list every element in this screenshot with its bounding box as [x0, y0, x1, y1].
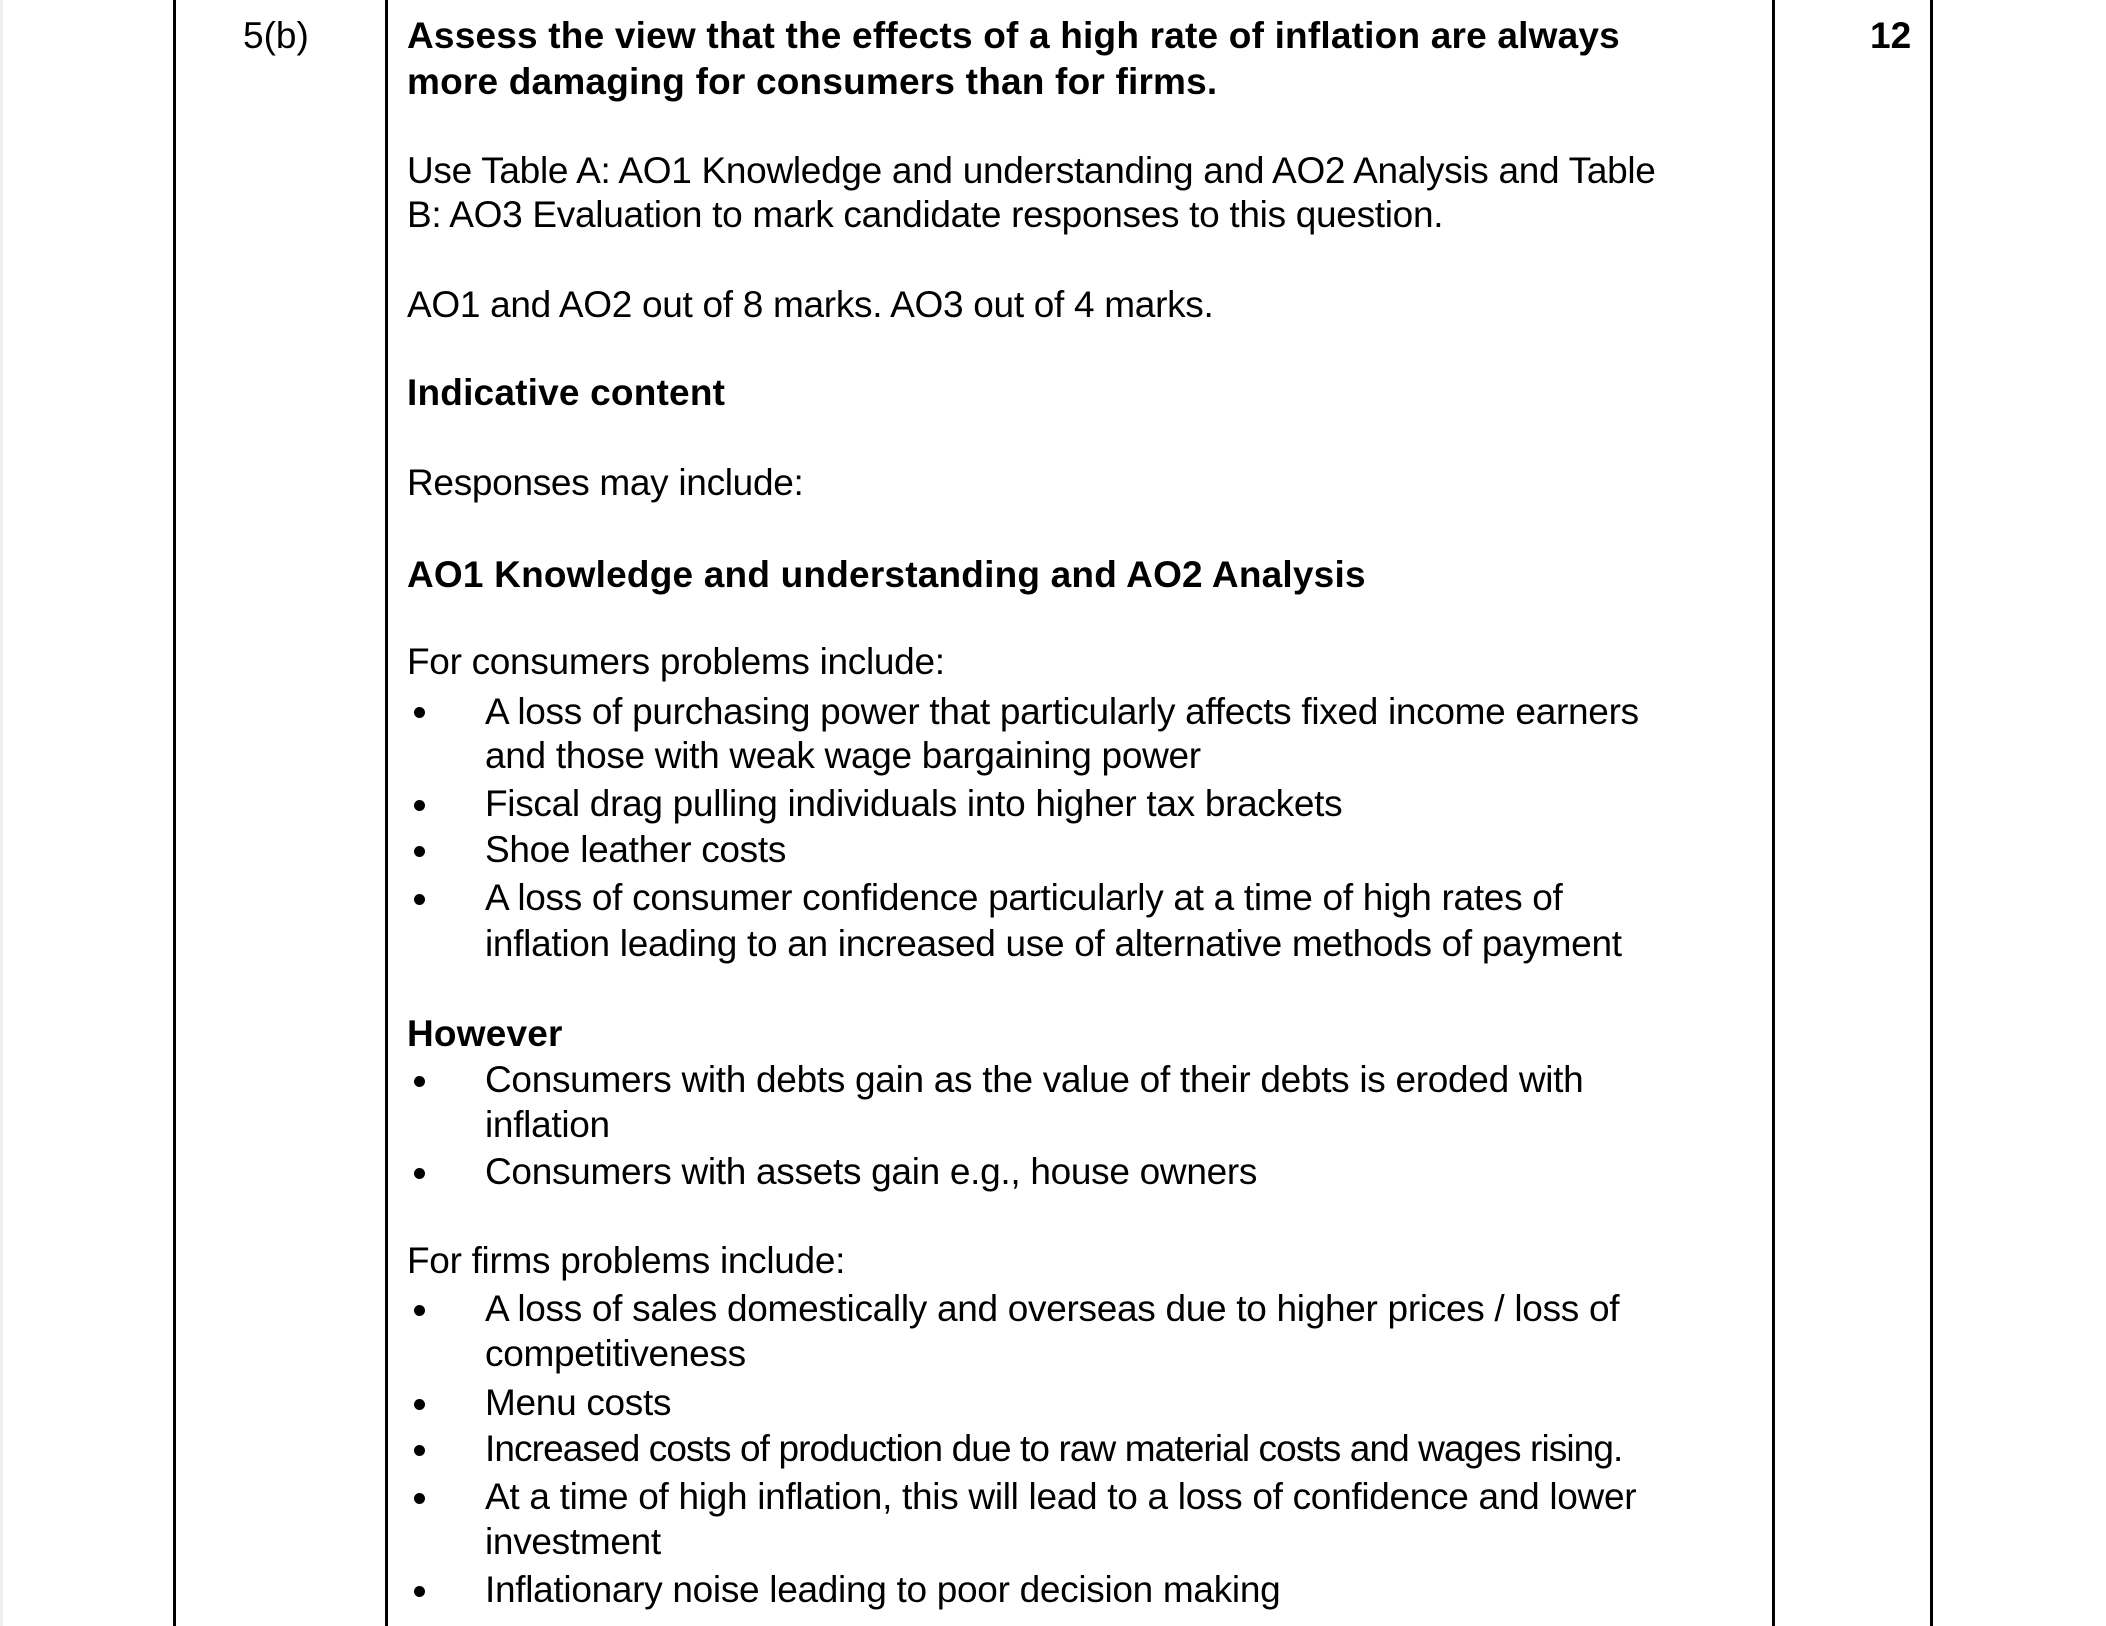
- list-item: Fiscal drag pulling individuals into higher tax brackets: [485, 783, 1343, 824]
- list-item: Consumers with debts gain as the value of their debts is eroded with: [485, 1059, 1584, 1100]
- mark-split: AO1 and AO2 out of 8 marks. AO3 out of 4 marks.: [407, 284, 1214, 325]
- list-item-continued: and those with weak wage bargaining power: [485, 735, 1201, 776]
- bullet-icon: [414, 800, 425, 811]
- question-prompt-line: more damaging for consumers than for firms.: [407, 61, 1218, 102]
- question-marks: 12: [1870, 15, 1912, 56]
- bullet-icon: [414, 1305, 425, 1316]
- list-item: Menu costs: [485, 1382, 672, 1423]
- indicative-heading: Indicative content: [407, 372, 726, 413]
- bullet-icon: [414, 1445, 425, 1456]
- instruction-line: B: AO3 Evaluation to mark candidate responses to this question.: [407, 194, 1444, 235]
- list-item-continued: investment: [485, 1521, 661, 1562]
- page-edge: [0, 0, 3, 1626]
- list-item: Inflationary noise leading to poor decision making: [485, 1569, 1281, 1610]
- consumers-label: For consumers problems include:: [407, 641, 945, 682]
- question-prompt-line: Assess the view that the effects of a high rate of inflation are always: [407, 15, 1620, 56]
- list-item: Increased costs of production due to raw material costs and wages rising.: [485, 1428, 1623, 1469]
- bullet-icon: [414, 1586, 425, 1597]
- firms-label: For firms problems include:: [407, 1240, 846, 1281]
- bullet-icon: [414, 1493, 425, 1504]
- list-item: Consumers with assets gain e.g., house owners: [485, 1151, 1258, 1192]
- list-item: A loss of sales domestically and overseas due to higher prices / loss of: [485, 1288, 1620, 1329]
- instruction-line: Use Table A: AO1 Knowledge and understanding and AO2 Analysis and Table: [407, 150, 1656, 191]
- bullet-icon: [414, 1399, 425, 1410]
- list-item: Shoe leather costs: [485, 829, 787, 870]
- table-border-left: [173, 0, 176, 1626]
- however-label: However: [407, 1013, 563, 1054]
- table-border-right: [1930, 0, 1933, 1626]
- bullet-icon: [414, 846, 425, 857]
- list-item-continued: competitiveness: [485, 1333, 746, 1374]
- column-divider-marks: [1772, 0, 1775, 1626]
- bullet-icon: [414, 707, 425, 718]
- list-item: At a time of high inflation, this will lead to a loss of confidence and lower: [485, 1476, 1637, 1517]
- indicative-intro: Responses may include:: [407, 462, 804, 503]
- list-item-continued: inflation: [485, 1104, 610, 1145]
- list-item: A loss of consumer confidence particularly at a time of high rates of: [485, 877, 1563, 918]
- column-divider-question: [385, 0, 388, 1626]
- bullet-icon: [414, 1168, 425, 1179]
- bullet-icon: [414, 1076, 425, 1087]
- question-number: 5(b): [243, 15, 309, 56]
- ao-section-heading: AO1 Knowledge and understanding and AO2 Analysis: [407, 554, 1366, 595]
- bullet-icon: [414, 894, 425, 905]
- list-item-continued: inflation leading to an increased use of alternative methods of payment: [485, 923, 1622, 964]
- list-item: A loss of purchasing power that particularly affects fixed income earners: [485, 691, 1639, 732]
